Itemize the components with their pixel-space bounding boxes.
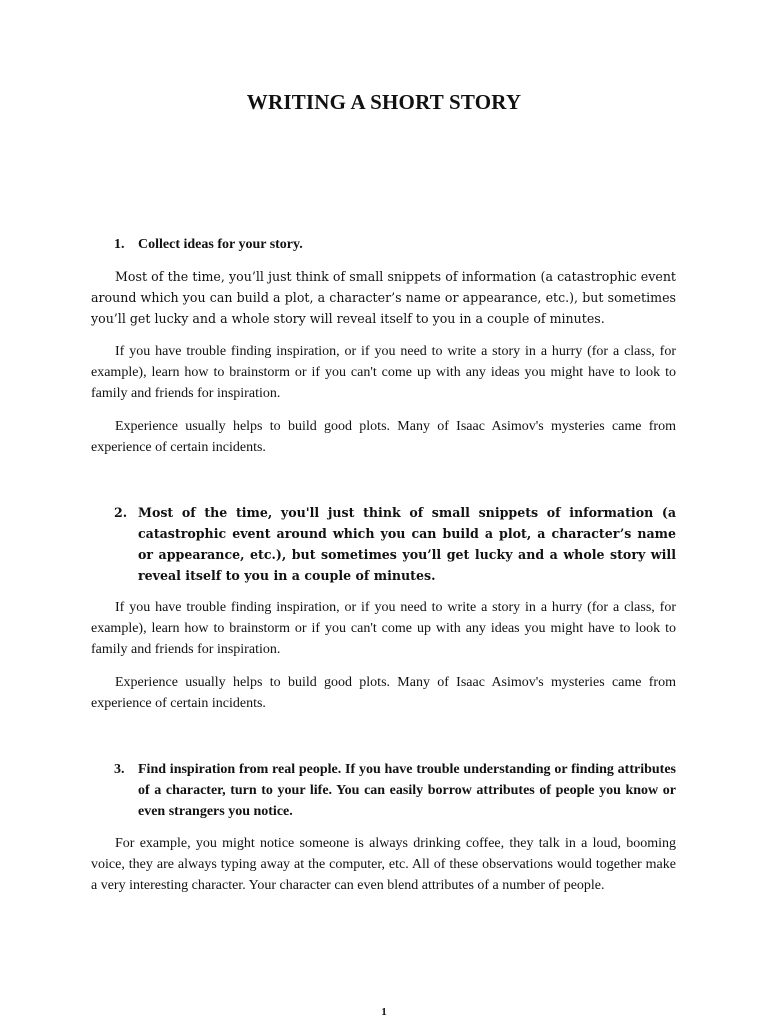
section-number: 2. (114, 505, 128, 520)
section-heading-text: Most of the time, you'll just think of small snippets of information (a catastrophic event around which you can build a plot, a character’s name or appearance, etc.), but sometimes you’ll get lucky and a whole story will reveal itself to you in a couple of minutes. (138, 505, 676, 583)
section-number: 3. (114, 762, 125, 777)
section-2 (91, 502, 676, 714)
section-heading (91, 759, 676, 822)
section-1 (91, 234, 676, 458)
paragraph: Experience usually helps to build good plots. Many of Isaac Asimov's mysteries came from experience of certain incidents. (91, 675, 676, 711)
paragraph: If you have trouble finding inspiration, or if you need to write a story in a hurry (for a class, for example), learn how to brainstorm or if you can't come up with any ideas you might have to look to family and friends for inspiration. (91, 344, 676, 401)
page-number: 1 (381, 1006, 387, 1018)
section-heading (91, 502, 676, 586)
section-heading (91, 234, 676, 255)
section-3 (91, 759, 676, 896)
paragraph: Experience usually helps to build good plots. Many of Isaac Asimov's mysteries came from experience of certain incidents. (91, 419, 676, 455)
section-heading-text: Collect ideas for your story. (138, 237, 303, 252)
paragraph: For example, you might notice someone is always drinking coffee, they talk in a loud, booming voice, they are always typing away at the computer, etc. All of these observations would together make a very interesting character. Your character can even blend attributes of a number of people. (91, 836, 676, 893)
section-heading-text: Find inspiration from real people. If you have trouble understanding or finding attributes of a character, turn to your life. You can easily borrow attributes of people you know or even strangers you notice. (138, 762, 676, 819)
document-title: WRITING A SHORT STORY (246, 90, 522, 114)
paragraph: If you have trouble finding inspiration, or if you need to write a story in a hurry (for a class, for example), learn how to brainstorm or if you can't come up with any ideas you might have to look to family and friends for inspiration. (91, 600, 676, 657)
section-number: 1. (114, 237, 125, 252)
paragraph: Most of the time, you’ll just think of small snippets of information (a catastrophic event around which you can build a plot, a character’s name or appearance, etc.), but sometimes you’ll get lucky and a whole story will reveal itself to you in a couple of minutes. (91, 269, 676, 326)
